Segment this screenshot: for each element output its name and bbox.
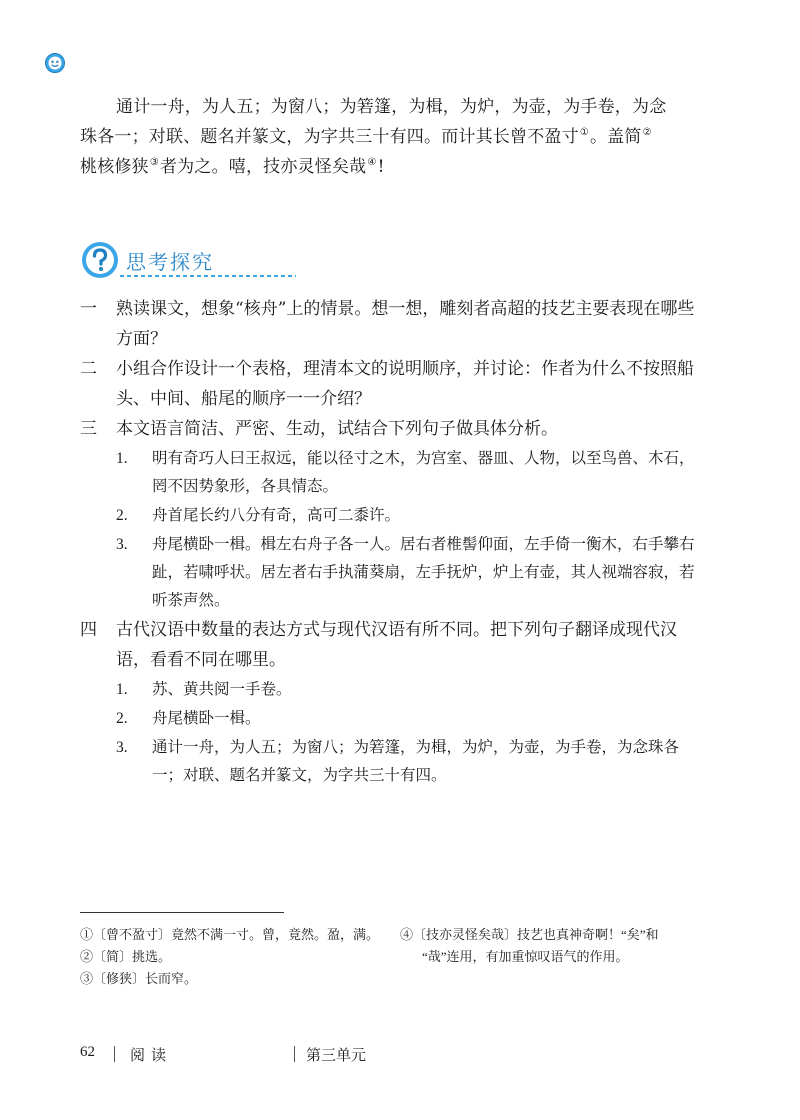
question-mark-icon bbox=[80, 240, 120, 280]
sub-item-text: 舟首尾长约八分有奇，高可二黍许。 bbox=[152, 507, 401, 524]
footnote: ②〔简〕挑选。 bbox=[80, 949, 172, 964]
footnote-ref[interactable]: ④ bbox=[367, 157, 377, 168]
sub-item bbox=[80, 676, 700, 704]
sub-item bbox=[80, 531, 700, 615]
footnote: ④〔技亦灵怪矣哉〕技艺也真神奇啊！“矣”和 bbox=[400, 927, 659, 942]
sub-item-number: 3. bbox=[116, 739, 128, 756]
sub-item-number: 2. bbox=[116, 507, 128, 524]
sub-item-number: 1. bbox=[116, 681, 128, 698]
sub-item-text: 明有奇巧人曰王叔远，能以径寸之木，为宫室、器皿、人物，以至鸟兽、木石，罔不因势象形，各具情态。 bbox=[152, 450, 695, 495]
paragraph-text: 者为之。嘻，技亦灵怪矣哉 bbox=[159, 157, 367, 177]
smiley-icon bbox=[44, 52, 66, 74]
main-paragraph bbox=[80, 92, 700, 182]
footer-separator bbox=[114, 1046, 115, 1062]
sub-item-text: 通计一舟，为人五；为窗八；为箬篷，为楫，为炉，为壶，为手卷，为念珠各一；对联、题名并篆文，为字共三十有四。 bbox=[152, 739, 680, 784]
question-text: 小组合作设计一个表格，理清本文的说明顺序，并讨论：作者为什么不按照船头、中间、船尾的顺序一一介绍？ bbox=[116, 359, 694, 409]
question-number: 二 bbox=[80, 359, 97, 379]
footnote-ref[interactable]: ① bbox=[579, 127, 589, 138]
question-number: 一 bbox=[80, 299, 97, 319]
sub-item bbox=[80, 705, 700, 733]
question-number: 三 bbox=[80, 419, 97, 439]
footnote: ③〔修狭〕长而窄。 bbox=[80, 971, 198, 986]
section-title: 思考探究 bbox=[126, 250, 214, 274]
footnote-divider bbox=[80, 912, 284, 913]
question-list bbox=[80, 294, 700, 790]
sub-item bbox=[80, 734, 700, 790]
question-text: 本文语言简洁、严密、生动，试结合下列句子做具体分析。 bbox=[116, 419, 558, 439]
page-number: 62 bbox=[80, 1044, 95, 1060]
question-item bbox=[80, 414, 700, 444]
title-underline bbox=[120, 274, 296, 278]
sub-item-number: 1. bbox=[116, 450, 128, 467]
sub-item bbox=[80, 502, 700, 530]
sub-item-number: 2. bbox=[116, 710, 128, 727]
paragraph-text: ! bbox=[377, 157, 385, 177]
footer-separator bbox=[294, 1046, 295, 1062]
footnotes-right bbox=[400, 924, 700, 968]
question-number: 四 bbox=[80, 620, 97, 640]
sub-item-text: 舟尾横卧一楫。 bbox=[152, 710, 261, 727]
page-footer bbox=[0, 1042, 800, 1072]
sub-item-text: 苏、黄共阅一手卷。 bbox=[152, 681, 292, 698]
sub-item-text: 舟尾横卧一楫。楫左右舟子各一人。居右者椎髻仰面，左手倚一衡木，右手攀右趾，若啸呼状。居左者右手执蒲葵扇，左手抚炉，炉上有壶，其人视端容寂，若听茶声然。 bbox=[152, 536, 695, 609]
question-item bbox=[80, 615, 700, 675]
sub-item bbox=[80, 445, 700, 501]
paragraph-line: 珠各一；对联、题名并篆文，为字共三十有四。而计其长曾不盈寸 bbox=[80, 127, 579, 147]
footnote-ref[interactable]: ③ bbox=[149, 157, 159, 168]
footnote: ①〔曾不盈寸〕竟然不满一寸。曾，竟然。盈，满。 bbox=[80, 927, 380, 942]
footer-unit: 第三单元 bbox=[306, 1048, 367, 1064]
question-text: 熟读课文，想象“核舟”上的情景。想一想，雕刻者高超的技艺主要表现在哪些方面？ bbox=[116, 299, 695, 349]
question-text: 古代汉语中数量的表达方式与现代汉语有所不同。把下列句子翻译成现代汉语，看看不同在哪里。 bbox=[116, 620, 677, 670]
footnote-ref[interactable]: ② bbox=[642, 127, 652, 138]
sub-item-number: 3. bbox=[116, 536, 128, 553]
paragraph-line: 通计一舟，为人五；为窗八；为箬篷，为楫，为炉，为壶，为手卷，为念 bbox=[116, 97, 667, 117]
paragraph-text: 。盖简 bbox=[589, 127, 642, 147]
question-item bbox=[80, 354, 700, 414]
question-item bbox=[80, 294, 700, 354]
footer-section: 阅读 bbox=[130, 1048, 173, 1064]
footnote-continuation: “哉”连用，有加重惊叹语气的作用。 bbox=[422, 949, 629, 964]
paragraph-line: 桃核修狭 bbox=[80, 157, 149, 177]
footnotes-left bbox=[80, 924, 390, 990]
